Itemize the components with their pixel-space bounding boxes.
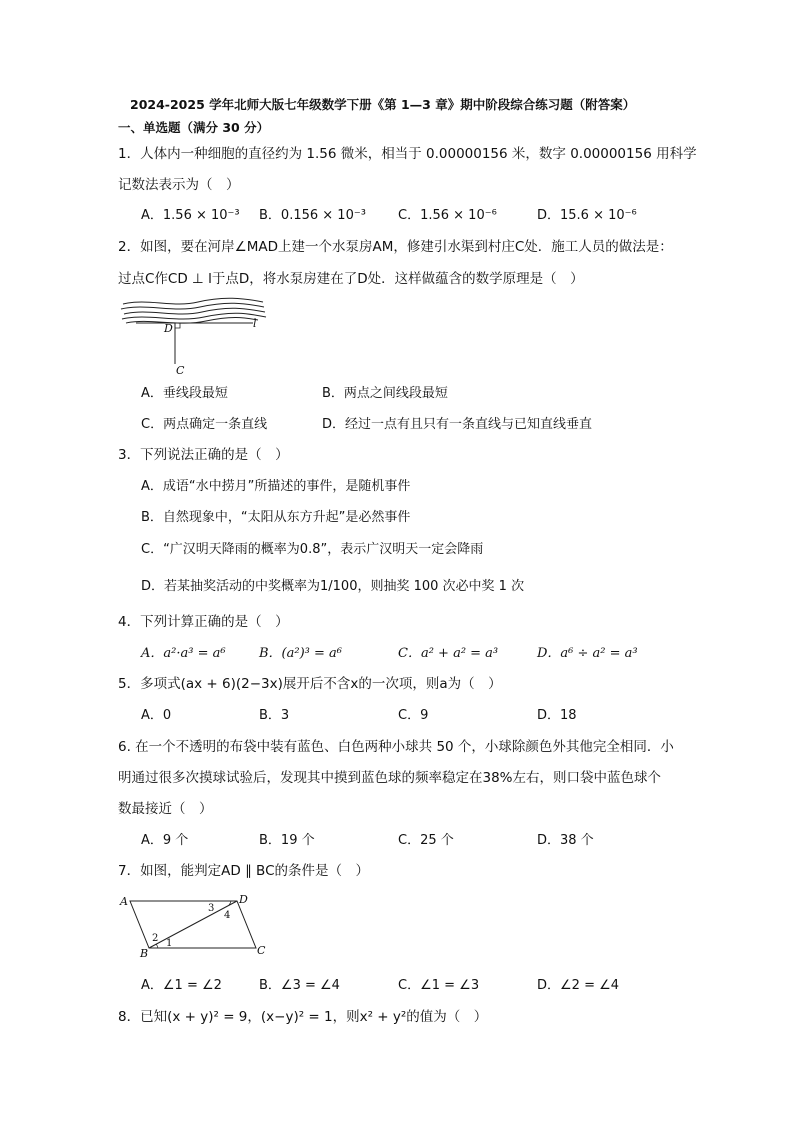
right-angle-mark: [175, 323, 180, 328]
q3-option-b: B．自然现象中，“太阳从东方升起”是必然事件: [141, 510, 411, 525]
q1-option-b: B．0.156 × 10⁻³: [259, 208, 366, 223]
diagonal-bd: [149, 901, 237, 948]
q7-stem: 7．如图，能判定AD ∥ BC的条件是（ ）: [118, 863, 370, 879]
q2-option-b: B．两点之间线段最短: [322, 386, 448, 401]
label-d: D: [164, 322, 173, 335]
q5-option-d: D．18: [537, 708, 577, 723]
q5-option-c: C．9: [398, 708, 429, 723]
q2-river-figure: [118, 296, 268, 378]
q4-option-b: B．(a²)³ = a⁶: [259, 646, 342, 661]
q7-option-b: B．∠3 = ∠4: [259, 978, 340, 993]
label-d: D: [239, 893, 248, 906]
q1-option-a: A．1.56 × 10⁻³: [141, 208, 240, 223]
q3-stem: 3．下列说法正确的是（ ）: [118, 447, 289, 463]
q4-option-d: D．a⁶ ÷ a² = a³: [537, 646, 638, 661]
angle-arc-b: [156, 944, 158, 948]
label-c: C: [257, 944, 266, 957]
label-angle-4: 4: [224, 910, 231, 921]
q1-option-c: C．1.56 × 10⁻⁶: [398, 208, 497, 223]
q6-stem-line2: 明通过很多次摸球试验后，发现其中摸到蓝色球的频率稳定在38%左右，则口袋中蓝色球个: [118, 770, 662, 786]
river-wave-1: [123, 298, 263, 304]
q7-option-c: C．∠1 = ∠3: [398, 978, 480, 993]
label-angle-1: 1: [166, 938, 173, 949]
q1-stem-line1: 1．人体内一种细胞的直径约为 1.56 微米，相当于 0.00000156 米，数字 0.00000156 用科学: [118, 146, 697, 162]
label-angle-3: 3: [208, 903, 215, 914]
label-c: C: [176, 364, 185, 377]
q5-option-a: A．0: [141, 708, 172, 723]
river-wave-2: [121, 303, 264, 309]
q2-option-c: C．两点确定一条直线: [141, 417, 268, 432]
section-heading: 一、单选题（满分 30 分）: [118, 120, 270, 135]
label-b: B: [140, 947, 149, 960]
label-angle-2: 2: [152, 933, 159, 944]
q5-option-b: B．3: [259, 708, 290, 723]
q6-option-d: D．38 个: [537, 833, 594, 848]
q1-stem-line2: 记数法表示为（ ）: [118, 177, 240, 193]
q7-parallelogram-figure: [118, 893, 278, 961]
label-a: A: [120, 895, 128, 908]
q2-option-a: A．垂线段最短: [141, 386, 228, 401]
q7-option-a: A．∠1 = ∠2: [141, 978, 222, 993]
q3-option-c: C．“广汉明天降雨的概率为0.8”，表示广汉明天一定会降雨: [141, 542, 484, 557]
q5-stem: 5．多项式(ax + 6)(2−3x)展开后不含x的一次项，则a为（ ）: [118, 676, 502, 692]
q7-option-d: D．∠2 = ∠4: [537, 978, 620, 993]
q4-stem: 4．下列计算正确的是（ ）: [118, 614, 289, 630]
q4-option-a: A．a²·a³ = a⁶: [141, 646, 226, 661]
q2-stem-line2: 过点C作CD ⊥ l于点D，将水泵房建在了D处．这样做蕴含的数学原理是（ ）: [118, 271, 584, 287]
q4-option-c: C．a² + a² = a³: [398, 646, 499, 661]
q6-option-a: A．9 个: [141, 833, 189, 848]
label-l: l: [253, 317, 257, 330]
q6-option-b: B．19 个: [259, 833, 315, 848]
q6-stem-line3: 数最接近（ ）: [118, 801, 213, 817]
q3-option-d: D．若某抽奖活动的中奖概率为1/100，则抽奖 100 次必中奖 1 次: [141, 579, 525, 594]
q6-option-c: C．25 个: [398, 833, 454, 848]
q2-option-d: D．经过一点有且只有一条直线与已知直线垂直: [322, 417, 593, 432]
q3-option-a: A．成语“水中捞月”所描述的事件，是随机事件: [141, 479, 411, 494]
q1-option-d: D．15.6 × 10⁻⁶: [537, 208, 637, 223]
q6-stem-line1: 6. 在一个不透明的布袋中装有蓝色、白色两种小球共 50 个，小球除颜色外其他完全相同．小: [118, 739, 674, 755]
q8-stem: 8．已知(x + y)² = 9，(x−y)² = 1，则x² + y²的值为（ ）: [118, 1009, 488, 1025]
page-title: 2024-2025 学年北师大版七年级数学下册《第 1—3 章》期中阶段综合练习题（附答案）: [130, 97, 636, 112]
q2-stem-line1: 2．如图，要在河岸∠MAD上建一个水泵房AM，修建引水渠到村庄C处．施工人员的做法是：: [118, 239, 673, 255]
